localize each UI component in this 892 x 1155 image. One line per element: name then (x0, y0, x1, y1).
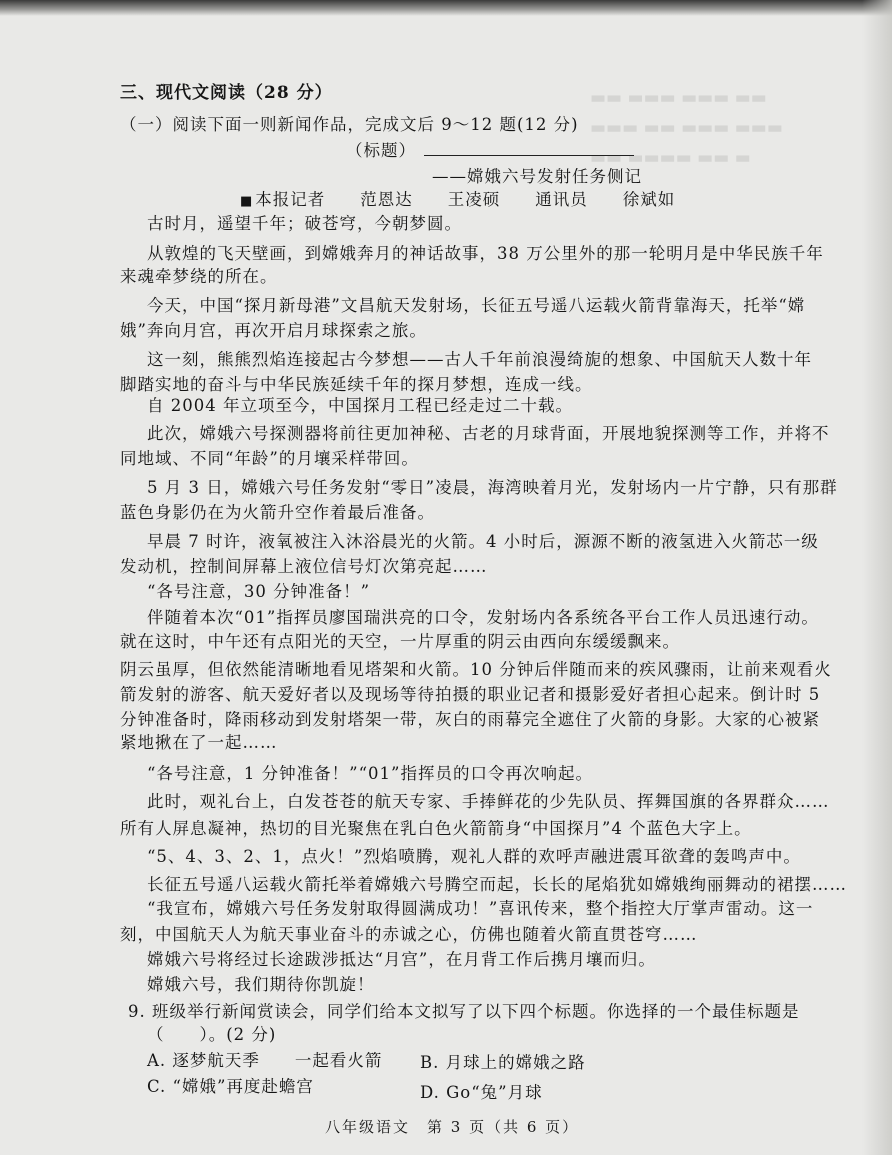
article-subtitle: ——嫦娥六号发射任务侧记 (432, 167, 642, 186)
option-b: B. 月球上的嫦娥之路 (420, 1053, 586, 1072)
article-line: 早晨 7 时许，液氧被注入沐浴晨光的火箭。4 小时后，源源不断的液氢进入火箭芯一级 (147, 532, 819, 551)
article-line: 伴随着本次“01”指挥员廖国瑞洪亮的口令，发射场内各系统各平台工作人员迅速行动。 (147, 608, 819, 627)
article-line: 蓝色身影仍在为火箭升空作着最后准备。 (120, 503, 435, 522)
title-blank-line (424, 141, 634, 156)
article-line: 来魂牵梦绕的所在。 (120, 267, 278, 286)
article-line: 就在这时，中午还有点阳光的天空，一片厚重的阴云由西向东缓缓飘来。 (120, 632, 680, 651)
article-byline-row (240, 186, 675, 210)
section-heading: 三、现代文阅读（28 分） (120, 83, 333, 103)
article-line: 此时，观礼台上，白发苍苍的航天专家、手捧鲜花的少先队员、挥舞国旗的各界群众…… (147, 792, 830, 811)
article-line: 箭发射的游客、航天爱好者以及现场等待拍摄的职业记者和摄影爱好者担心起来。倒计时 5 (120, 685, 821, 704)
article-line: 娥”奔向月宫，再次开启月球探索之旅。 (120, 321, 427, 340)
question-stem-cont: （ ）。(2 分) (147, 1025, 277, 1044)
article-line: 所有人屏息凝神，热切的目光聚焦在乳白色火箭箭身“中国探月”4 个蓝色大字上。 (120, 819, 752, 838)
article-line: 从敦煌的飞天壁画，到嫦娥奔月的神话故事，38 万公里外的那一轮明月是中华民族千年 (147, 244, 824, 263)
article-title-label: （标题） (346, 141, 416, 160)
article-line: “我宣布，嫦娥六号任务发射取得圆满成功！”喜讯传来，整个指控大厅掌声雷动。这一 (147, 899, 814, 918)
bleed-through-mark: ▬▬▬ ▬▬ ▬▬▬ ▬▬▬ (590, 118, 783, 138)
scan-edge-top (0, 0, 892, 16)
bleed-through-mark: ▬▬ ▬▬▬▬ ▬▬ ▬ (590, 148, 751, 168)
page-footer: 八年级语文 第 3 页（共 6 页） (325, 1118, 580, 1136)
question-stem: 9. 班级举行新闻赏读会，同学们给本文拟写了以下四个标题。你选择的一个最佳标题是 (128, 1002, 800, 1021)
article-line: 自 2004 年立项至今，中国探月工程已经走过二十载。 (147, 396, 573, 415)
article-line: “5、4、3、2、1，点火！”烈焰喷腾，观礼人群的欢呼声融进震耳欲聋的轰鸣声中。 (147, 847, 801, 866)
article-line: 此次，嫦娥六号探测器将前往更加神秘、古老的月球背面，开展地貌探测等工作，并将不 (147, 424, 830, 443)
article-line: 刻，中国航天人为航天事业奋斗的赤诚之心，仿佛也随着火箭直贯苍穹…… (120, 925, 698, 944)
option-d: D. Go“兔”月球 (420, 1083, 543, 1102)
article-line: 嫦娥六号将经过长途跋涉抵达“月宫”，在月背工作后携月壤而归。 (147, 950, 656, 969)
article-line: 阴云虽厚，但依然能清晰地看见塔架和火箭。10 分钟后伴随而来的疾风骤雨，让前来观看火 (120, 660, 832, 679)
article-line: “各号注意，30 分钟准备！” (147, 582, 371, 601)
article-line: 长征五号遥八运载火箭托举着嫦娥六号腾空而起，长长的尾焰犹如嫦娥绚丽舞动的裙摆…… (147, 875, 847, 894)
scan-edge-right (862, 0, 892, 1155)
bleed-through-mark: ▬▬ ▬▬▬ ▬▬▬ ▬▬ (590, 88, 767, 108)
article-line: 同地域、不同“年龄”的月壤采样带回。 (120, 449, 419, 468)
article-line: 发动机，控制间屏幕上液位信号灯次第亮起…… (120, 557, 488, 576)
article-line: 嫦娥六号，我们期待你凯旋！ (147, 975, 375, 994)
article-line: 分钟准备时，降雨移动到发射塔架一带，灰白的雨幕完全遮住了火箭的身影。大家的心被紧 (120, 710, 820, 729)
article-line: 脚踏实地的奋斗与中华民族延续千年的探月梦想，连成一线。 (120, 375, 593, 394)
article-byline: 本报记者 范恩达 王凌硕 通讯员 徐斌如 (255, 190, 676, 209)
article-line: 古时月，遥望千年；破苍穹，今朝梦圆。 (147, 214, 462, 233)
article-line: “各号注意，1 分钟准备！”“01”指挥员的口令再次响起。 (147, 764, 593, 783)
article-title-row (346, 137, 634, 161)
section-subheading: （一）阅读下面一则新闻作品，完成文后 9～12 题(12 分) (120, 115, 579, 134)
article-line: 这一刻，熊熊烈焰连接起古今梦想——古人千年前浪漫绮旎的想象、中国航天人数十年 (147, 350, 812, 369)
article-line: 今天，中国“探月新母港”文昌航天发射场，长征五号遥八运载火箭背靠海天，托举“嫦 (147, 296, 806, 315)
article-line: 5 月 3 日，嫦娥六号任务发射“零日”凌晨，海湾映着月光，发射场内一片宁静，只有那群 (147, 478, 838, 497)
byline-square-icon: ■ (240, 194, 254, 209)
article-line: 紧地揪在了一起…… (120, 733, 278, 752)
option-c: C. “嫦娥”再度赴蟾宫 (147, 1077, 314, 1096)
option-a: A. 逐梦航天季 一起看火箭 (147, 1051, 383, 1070)
